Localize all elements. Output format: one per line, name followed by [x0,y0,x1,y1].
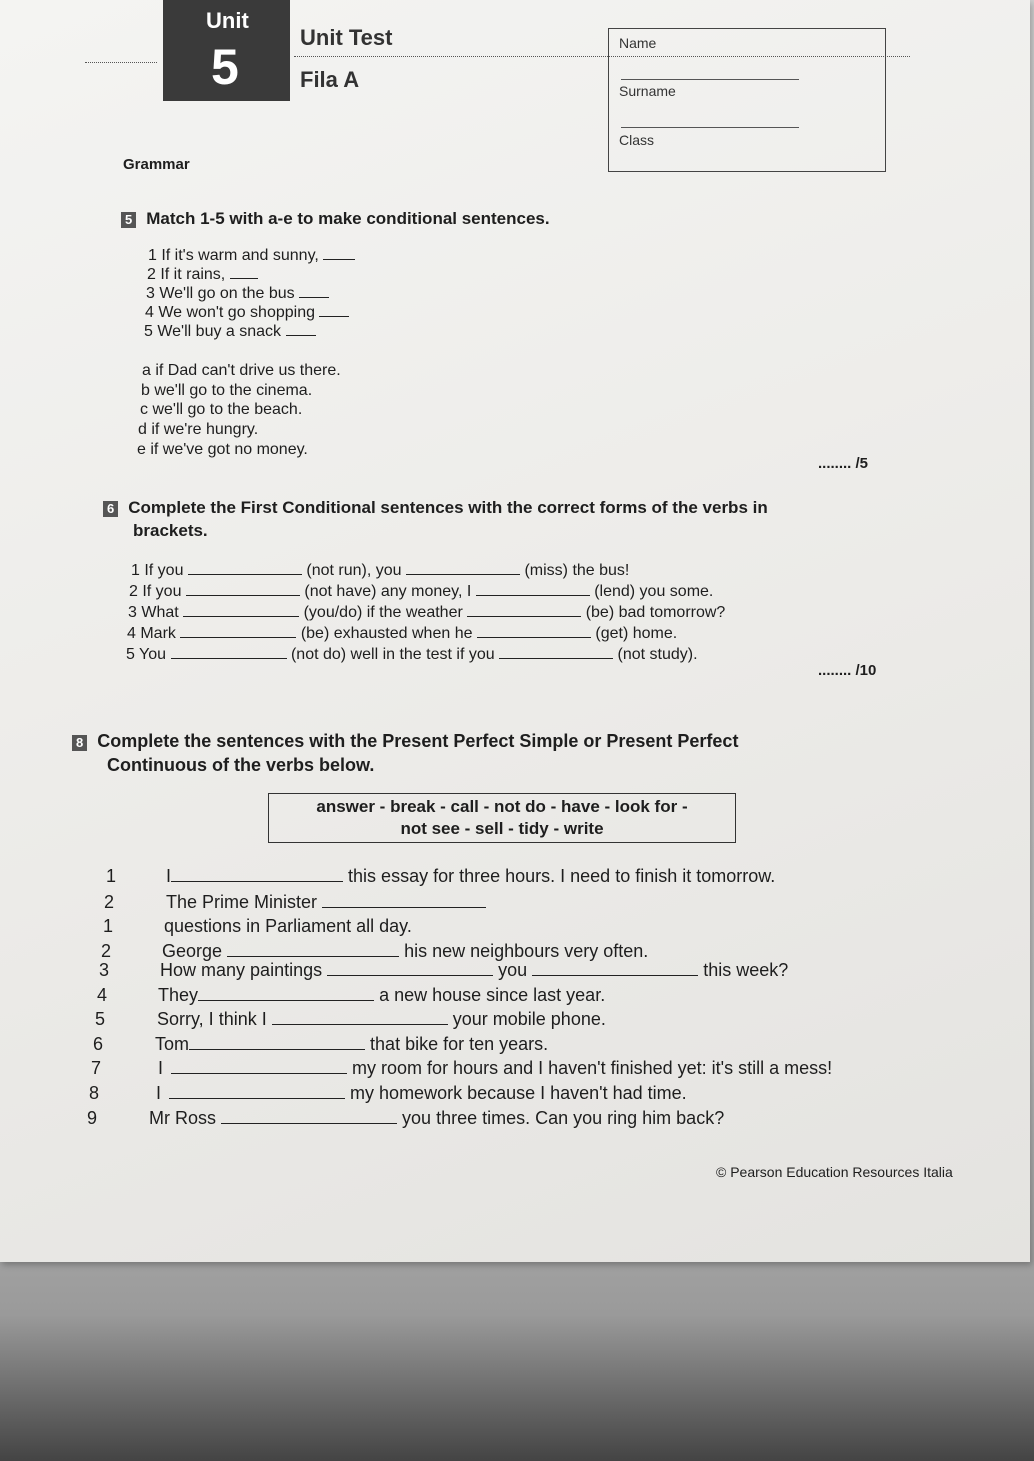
ex5-option-b: b we'll go to the cinema. [141,382,313,399]
ex5-answer-5[interactable] [286,323,316,336]
ex6-row-4: 4 Mark (be) exhausted when he (get) home. [127,625,678,642]
ex8-heading [72,731,738,752]
ex6-row-3: 3 What (you/do) if the weather (be) bad tomorrow? [128,604,726,621]
ex6-score: ........ /10 [818,662,877,679]
class-label: Class [619,132,655,148]
ex5-item-5: 5 We'll buy a snack [144,323,316,341]
ex5-item-3: 3 We'll go on the bus [146,285,329,303]
student-info-box [608,28,886,172]
ex8-5-blank-a[interactable] [327,963,493,976]
ex8-row-4: 2 George his new neighbours very often. [101,941,649,961]
ex8-row-2: 2 The Prime Minister [104,892,486,913]
ex6-4-blank-a[interactable] [180,625,296,638]
ex5-heading [121,209,550,229]
ex5-answer-4[interactable] [319,304,349,317]
ex8-row-5: 3 How many paintings you this week? [99,960,789,980]
ex5-item-2: 2 If it rains, [147,266,258,284]
ex5-score: ........ /5 [818,455,869,472]
surname-line[interactable] [621,127,799,128]
copyright: © Pearson Education Resources Italia [716,1164,953,1180]
name-line[interactable] [621,79,799,80]
ex8-11-blank[interactable] [221,1111,397,1124]
ex6-3-blank-a[interactable] [183,604,299,617]
ex8-8-blank[interactable] [189,1037,365,1050]
ex8-instruction-1: Complete the sentences with the Present Perfect Simple or Present Perfect [97,731,739,751]
unit-label: Unit [206,8,249,33]
ex6-number: 6 [103,501,118,517]
ex6-5-blank-a[interactable] [171,646,287,659]
ex6-row-1: 1 If you (not run), you (miss) the bus! [131,562,630,579]
ex8-row-10: 8 I my homework because I haven't had time. [89,1083,687,1103]
ex5-option-c: c we'll go to the beach. [140,401,303,418]
ex8-instruction-2: Continuous of the verbs below. [107,755,375,775]
header-dotted-line-left [85,62,157,63]
ex5-number: 5 [121,212,136,228]
ex6-3-blank-b[interactable] [467,604,581,617]
surname-label: Surname [619,83,676,99]
word-box-line-2: not see - sell - tidy - write [400,819,604,838]
ex8-5-blank-b[interactable] [532,963,698,976]
ex5-answer-3[interactable] [299,285,329,298]
ex5-answer-1[interactable] [323,247,355,260]
ex8-number: 8 [72,735,87,751]
ex5-answer-2[interactable] [230,266,258,279]
ex8-row-7: 5 Sorry, I think I your mobile phone. [95,1009,606,1029]
ex8-row-8: 6 Tom that bike for ten years. [93,1034,549,1054]
ex5-option-d: d if we're hungry. [138,421,259,438]
ex8-row-6: 4 They a new house since last year. [97,985,606,1005]
ex5-item-4: 4 We won't go shopping [145,304,349,322]
ex5-option-e: e if we've got no money. [137,441,308,458]
ex8-4-blank[interactable] [227,944,399,957]
test-subtitle: Fila A [300,67,360,92]
ex6-4-blank-b[interactable] [477,625,591,638]
ex6-2-blank-a[interactable] [186,583,300,596]
ex6-instruction-2: brackets. [133,521,208,540]
ex6-row-2: 2 If you (not have) any money, I (lend) you some. [129,583,714,600]
ex8-10-blank[interactable] [169,1086,345,1099]
ex5-item-1: 1 If it's warm and sunny, [148,247,355,265]
ex8-row-9: 7 I my room for hours and I haven't finished yet: it's still a mess! [91,1058,833,1078]
ex8-1-blank[interactable] [171,869,343,882]
test-title: Unit Test [300,25,393,50]
ex6-heading [103,498,768,518]
ex6-1-blank-b[interactable] [406,562,520,575]
ex6-2-blank-b[interactable] [476,583,590,596]
section-heading: Grammar [123,156,190,173]
unit-badge [163,0,290,101]
ex6-instruction-1: Complete the First Conditional sentences with the correct forms of the verbs in [128,498,768,517]
unit-number: 5 [211,39,239,95]
name-label: Name [619,35,657,51]
ex8-row-1: 1 I this essay for three hours. I need to finish it tomorrow. [106,866,776,886]
ex8-2-blank[interactable] [322,895,486,908]
ex6-1-blank-a[interactable] [188,562,302,575]
ex8-7-blank[interactable] [272,1012,448,1025]
ex8-6-blank[interactable] [198,988,374,1001]
ex8-row-11: 9 Mr Ross you three times. Can you ring him back? [87,1108,725,1128]
ex8-9-blank[interactable] [171,1061,347,1074]
word-box [268,793,736,843]
ex5-instruction: Match 1-5 with a-e to make conditional sentences. [146,209,550,228]
ex8-row-3: 1 questions in Parliament all day. [103,916,412,936]
ex6-5-blank-b[interactable] [499,646,613,659]
ex6-row-5: 5 You (not do) well in the test if you (not study). [126,646,698,663]
word-box-line-1: answer - break - call - not do - have - look for - [316,797,688,816]
ex5-option-a: a if Dad can't drive us there. [142,362,341,379]
